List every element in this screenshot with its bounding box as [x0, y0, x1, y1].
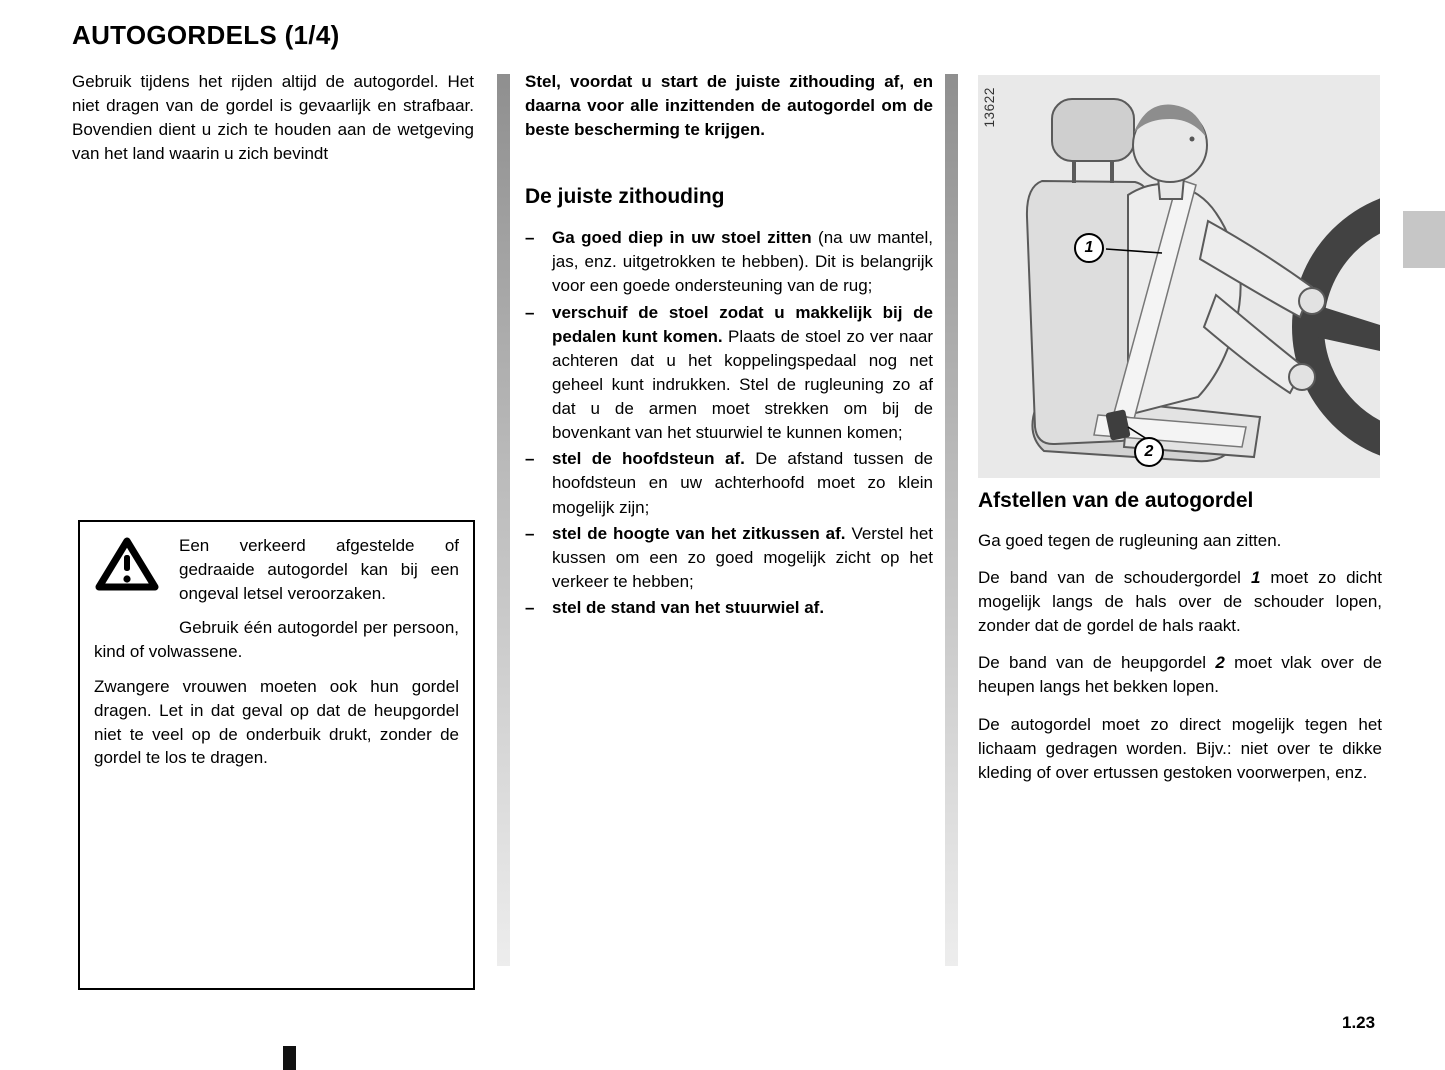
- print-marker: [283, 1046, 296, 1070]
- list-item: [525, 447, 933, 519]
- bullet-text: Verstel het kussen om een zo goed mogelijk zicht op het verkeer te hebben;: [552, 523, 933, 591]
- belt-ref-1: 1: [1250, 567, 1261, 587]
- list-item: [525, 522, 933, 594]
- bullet-dash: –: [525, 598, 535, 618]
- right-paragraph-1: Ga goed tegen de rugleuning aan zitten.: [978, 530, 1282, 550]
- section-heading-zithouding: De juiste zithouding: [525, 185, 725, 209]
- column-divider: [497, 74, 510, 966]
- bullet-text: De afstand tussen de hoofdsteun en uw achterhoofd moet zo klein mogelijk zijn;: [552, 449, 933, 517]
- bullet-bold-text: stel de hoofdsteun af.: [552, 449, 745, 469]
- bullet-text: Plaats de stoel zo ver naar achteren dat u het koppelingspedaal nog net geheel kunt indrukken. Stel de rugleuning zo af dat u de armen moet strekken om bij de bovenkant van het stuurwiel te kunnen komen;: [552, 326, 933, 443]
- section-heading-afstellen: Afstellen van de autogordel: [978, 489, 1254, 512]
- belt-ref-2: 2: [1215, 653, 1225, 673]
- bullet-dash: –: [525, 302, 535, 322]
- driver-illustration: [978, 75, 1380, 478]
- list-item: [525, 226, 933, 298]
- left-intro-paragraph: Gebruik tijdens het rijden altijd de autogordel. Het niet dragen van de gordel is gevaarlijk en strafbaar. Bovendien dient u zich te houden aan de wetgeving van het land waarin u zich bevindt: [72, 72, 474, 164]
- column-divider: [945, 74, 958, 966]
- right-paragraph-4: De autogordel moet zo direct mogelijk tegen het lichaam gedragen worden. Bijv.: niet over te dikke kleding of over ertussen gestoken voorwerpen, enz.: [978, 714, 1382, 782]
- left-column: [72, 70, 474, 167]
- list-item: [525, 301, 933, 446]
- bullet-bold-text: Ga goed diep in uw stoel zitten: [552, 228, 812, 248]
- section-tab: [1403, 211, 1445, 268]
- middle-intro-paragraph: Stel, voordat u start de juiste zithouding af, en daarna voor alle inzittenden de autogordel om de beste bescherming te krijgen.: [525, 72, 933, 140]
- bullet-dash: –: [525, 449, 535, 469]
- bullet-bold-text: stel de stand van het stuurwiel af.: [552, 598, 825, 618]
- bullet-bold-text: stel de hoogte van het zitkussen af.: [552, 523, 846, 543]
- right-column: [978, 486, 1382, 798]
- list-item: [525, 596, 933, 620]
- bullet-dash: –: [525, 228, 535, 248]
- bullet-text: (na uw mantel, jas, enz. uitgetrokken te hebben). Dit is belangrijk voor een goede ondersteuning van de rug;: [552, 228, 933, 296]
- page-number: 1.23: [1342, 1013, 1376, 1032]
- middle-column: [525, 70, 933, 622]
- warning-text-2: Gebruik één autogordel per persoon, kind of volwassene.: [94, 618, 459, 662]
- warning-text-1: Een verkeerd afgestelde of gedraaide autogordel kan bij een ongeval letsel veroorzaken.: [179, 536, 459, 603]
- bullet-bold-text: verschuif de stoel zodat u makkelijk bij de pedalen kunt komen.: [552, 302, 933, 346]
- callout-1: 1: [1074, 233, 1104, 263]
- right-paragraph-3: De band van de heupgordel 2 moet vlak over de heupen langs het bekken lopen.: [978, 653, 1382, 697]
- figure-code: 13622: [982, 87, 997, 128]
- seatbelt-illustration: [978, 75, 1380, 478]
- warning-text-3: Zwangere vrouwen moeten ook hun gordel dragen. Let in dat geval op dat de heupgordel niet te veel op de onderbuik drukt, zonder de gordel te los te dragen.: [94, 676, 459, 768]
- page-title: AUTOGORDELS (1/4): [72, 20, 340, 50]
- callout-2: 2: [1134, 437, 1164, 467]
- warning-icon: [94, 534, 164, 630]
- warning-box: [78, 520, 475, 990]
- right-paragraph-2: De band van de schoudergordel 1 moet zo dicht mogelijk langs de hals over de schouder lopen, zonder dat de gordel de hals raakt.: [978, 567, 1382, 636]
- bullet-dash: –: [525, 523, 535, 543]
